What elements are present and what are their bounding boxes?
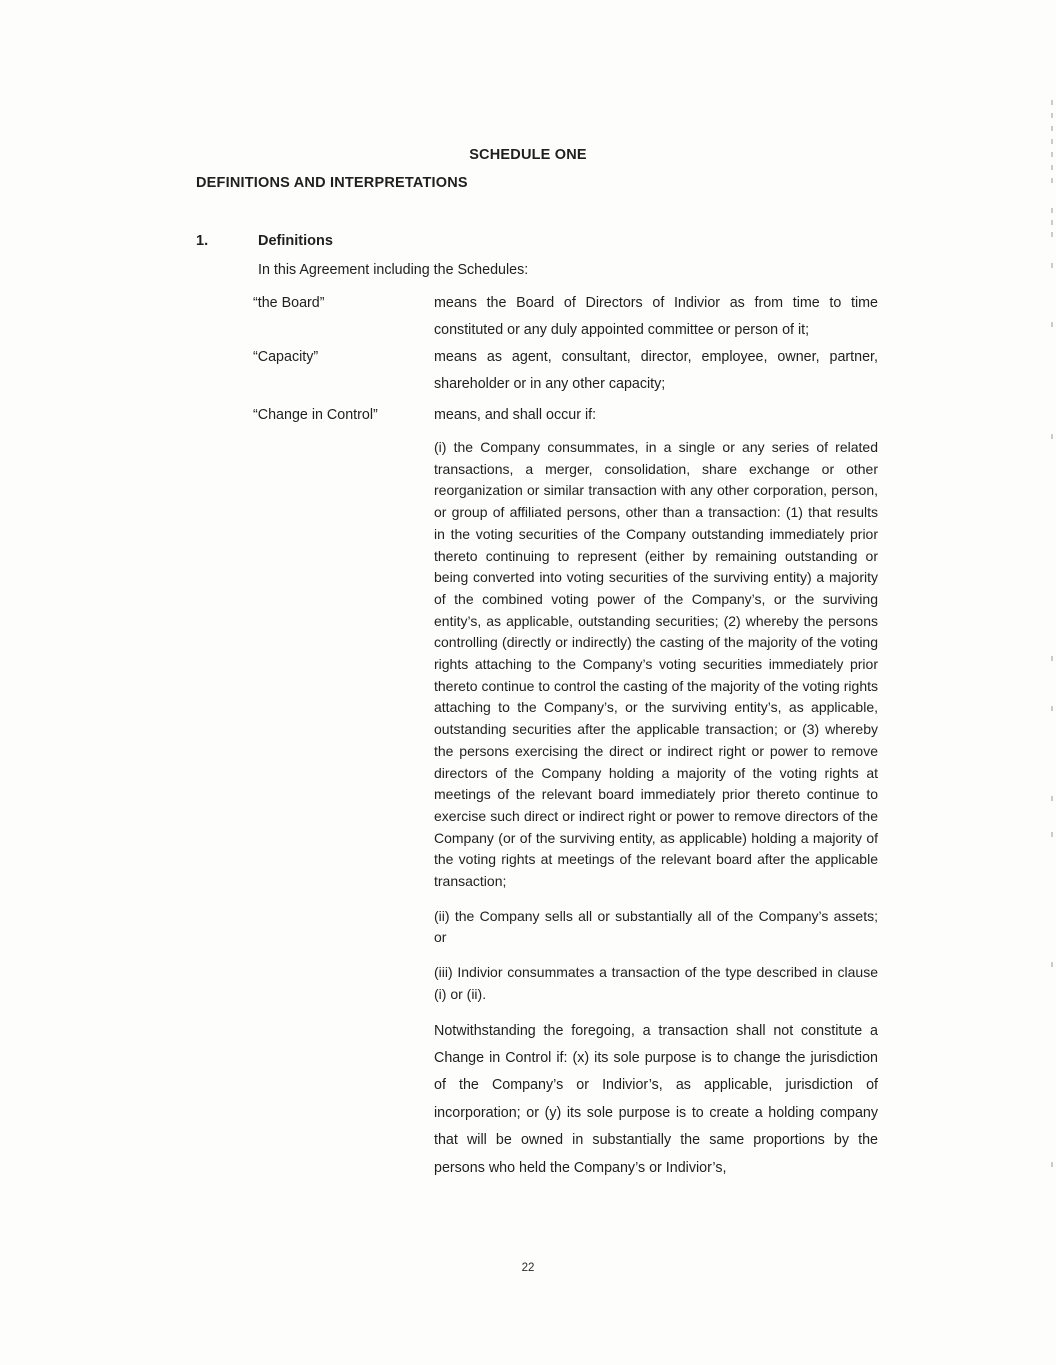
definition-body: means the Board of Directors of Indivior as from time to time constituted or any duly appointed committee or person of it;	[434, 295, 878, 338]
document-heading: DEFINITIONS AND INTERPRETATIONS	[196, 175, 468, 191]
definition-term: “Capacity”	[253, 349, 319, 365]
scan-artifact-mark	[1051, 100, 1053, 105]
definition-body: means as agent, consultant, director, employee, owner, partner, shareholder or in any other capacity;	[434, 349, 878, 392]
scan-artifact-mark	[1051, 208, 1053, 213]
definition-term: “Change in Control”	[253, 407, 378, 423]
scan-artifact-mark	[1051, 232, 1053, 237]
scan-artifact-mark	[1051, 152, 1053, 157]
definition-row-the-board	[253, 290, 1056, 344]
section-heading	[196, 233, 1056, 249]
scan-artifact-mark	[1051, 263, 1053, 268]
scan-artifact-mark	[1051, 178, 1053, 183]
section-number: 1.	[196, 233, 209, 249]
definition-body: means, and shall occur if:	[434, 407, 597, 423]
scan-artifact-mark	[1051, 656, 1053, 661]
definition-row-capacity	[253, 344, 1056, 398]
clause-i: (i) the Company consummates, in a single or any series of related transactions, a merger, consolidation, share exchange or other reorganization or similar transaction with any other corporation, person, or group of affiliated persons, other than a transaction: (1) that results in the voting securities of the Company outstanding immediately prior thereto continuing to represent (either by remaining outstanding or being converted into voting securities of the surviving entity) a majority of the combined voting power of the Company’s, or the surviving entity’s, as applicable, outstanding securities; (2) whereby the persons controlling (directly or indirectly) the casting of the majority of the voting rights attaching to the Company’s voting securities immediately prior thereto continue to control the casting of the majority of the voting rights attaching to the Company’s, or the surviving entity’s, as applicable, outstanding securities after the applicable transaction; or (3) whereby the persons exercising the direct or indirect right or power to remove directors of the Company holding a majority of the voting rights at meetings of the relevant board immediately prior thereto continue to exercise such direct or indirect right or power to remove directors of the Company (or of the surviving entity, as applicable) holding a majority of the voting rights at meetings of the relevant board after the applicable transaction;	[434, 439, 878, 890]
scan-artifact-mark	[1051, 796, 1053, 801]
clause-iii: (iii) Indivior consummates a transaction of the type described in clause (i) or (ii).	[434, 964, 878, 1002]
page-number: 22	[521, 1262, 535, 1274]
scan-artifact-mark	[1051, 126, 1053, 131]
scan-artifact-mark	[1051, 434, 1053, 439]
schedule-title: SCHEDULE ONE	[469, 147, 587, 163]
scan-artifact-mark	[1051, 322, 1053, 327]
scan-artifact-mark	[1051, 962, 1053, 967]
scan-artifact-mark	[1051, 139, 1053, 144]
scan-artifact-mark	[1051, 220, 1053, 225]
scan-artifact-mark	[1051, 706, 1053, 711]
scan-artifact-mark	[1051, 165, 1053, 170]
section-title: Definitions	[258, 233, 333, 249]
definition-term: “the Board”	[253, 295, 325, 311]
scan-artifact-mark	[1051, 832, 1053, 837]
change-in-control-clauses	[434, 437, 878, 1182]
definition-row-change-in-control	[253, 402, 1056, 429]
clause-notwithstanding: Notwithstanding the foregoing, a transaction shall not constitute a Change in Control if: (x) its sole purpose is to change the jurisdiction of the Company’s or Indivior’s, as applicable, jurisdiction of incorporation; or (y) its sole purpose is to create a holding company that will be owned in substantially the same proportions by the persons who held the Company’s or Indivior’s,	[434, 1022, 878, 1176]
clause-ii: (ii) the Company sells all or substantially all of the Company’s assets; or	[434, 907, 878, 946]
scan-artifact-mark	[1051, 1162, 1053, 1167]
intro-line: In this Agreement including the Schedules:	[258, 262, 529, 278]
scan-artifact-mark	[1051, 113, 1053, 118]
